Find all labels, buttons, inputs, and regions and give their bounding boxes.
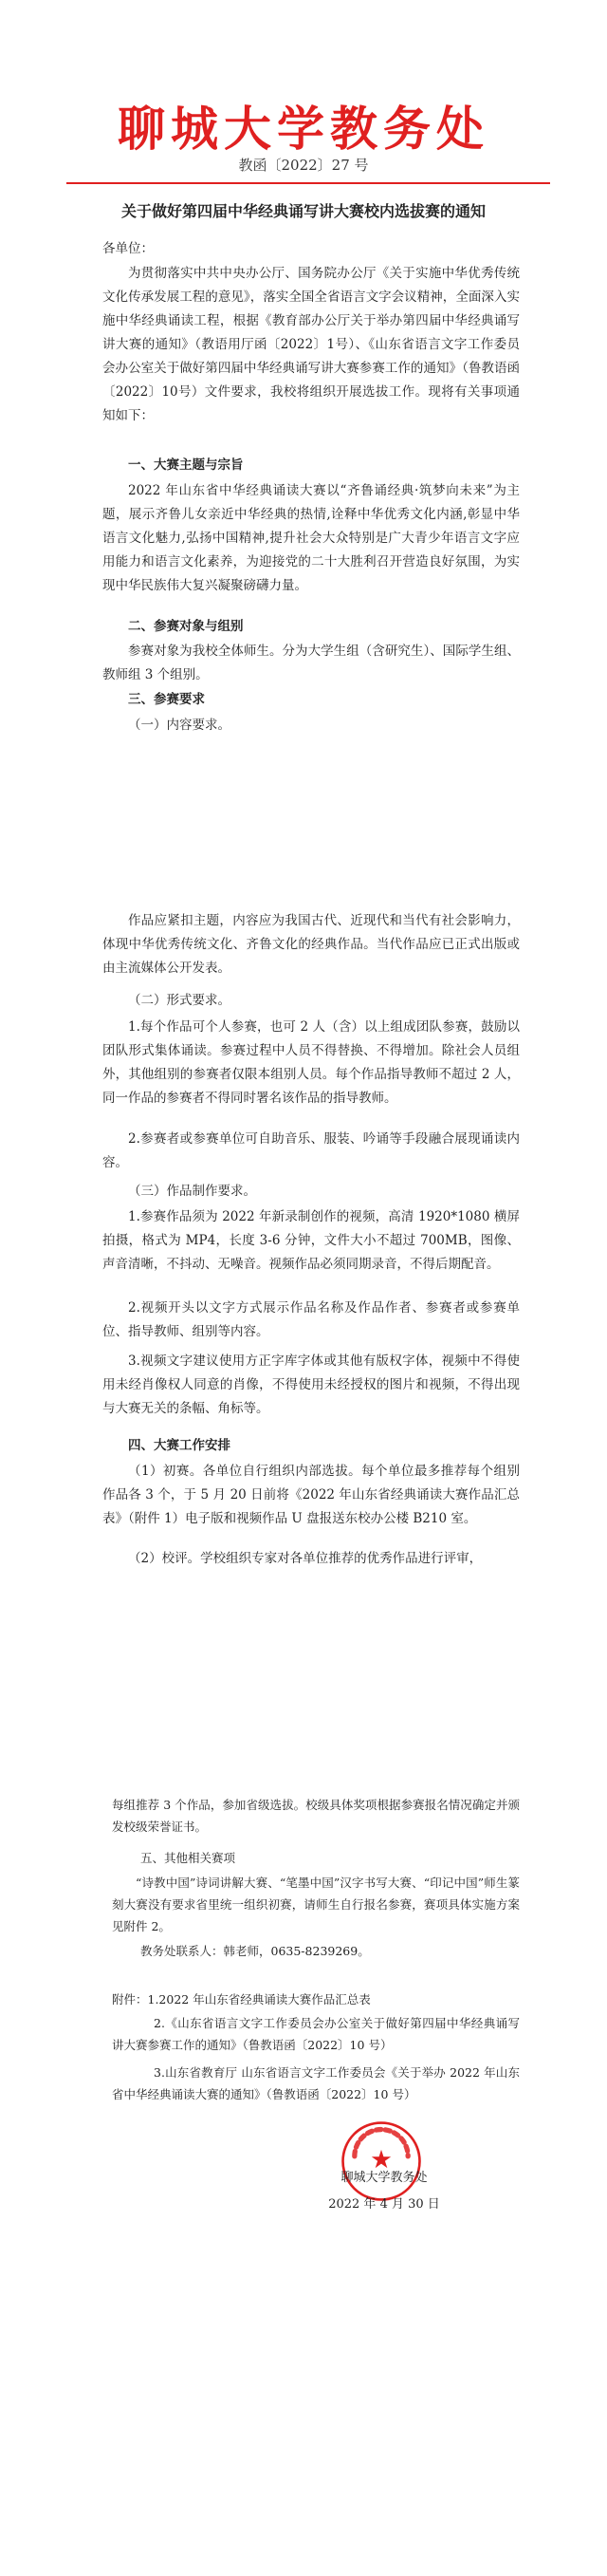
section-1-text: 2022 年山东省中华经典诵读大赛以“齐鲁诵经典·筑梦向未来”为主题，展示齐鲁儿女亲近中华经典的热情,诠释中华优秀文化内涵,彰显中华语言文化魅力,弘扬中国精神,提升社会大众特别是广大青少年语言文字应用能力和语言文化素养，为迎接党的二十大胜利召开营造良好氛围，为实现中华民族伟大复兴凝聚磅礴力量。	[102, 483, 520, 593]
section-3-sub-3-item-1: 1.参赛作品须为 2022 年新录制创作的视频，高清 1920*1080 横屏拍摄，格式为 MP4，长度 3-6 分钟，文件大小不超过 700MB，图像、声音清晰，不抖动、无噪音。视频作品必须同期录音，不得后期配音。	[102, 1209, 520, 1272]
section-3-sub-1: （一）内容要求。	[128, 718, 230, 733]
section-3-sub-3-item-2: 2.视频开头以文字方式展示作品名称及作品作者、参赛者或参赛单位、指导教师、组别等内容。	[102, 1300, 520, 1339]
section-2-heading: 二、参赛对象与组别	[128, 619, 244, 634]
section-3-sub-2-item-1: 1.每个作品可个人参赛，也可 2 人（含）以上组成团队参赛，鼓励以团队形式集体诵读。参赛过程中人员不得替换、不得增加。除社会人员组外，其他组别的参赛者仅限本组别人员。每个作品指导教师不超过 2 人，同一作品的参赛者不得同时署名该作品的指导教师。	[102, 1019, 520, 1106]
section-3-sub-2-item-2: 2.参赛者或参赛单位可自助音乐、服装、吟诵等手段融合展现诵读内容。	[102, 1131, 520, 1170]
section-4-continued: 每组推荐 3 个作品，参加省级选拔。校级具体奖项根据参赛报名情况确定并颁发校级荣誉证书。	[112, 1798, 520, 1834]
attachment-2: 2.《山东省语言文字工作委员会办公室关于做好第四届中华经典诵写讲大赛参赛工作的通知》（鲁教语函〔2022〕10 号）	[112, 2016, 520, 2052]
contact-line: 教务处联系人：韩老师，0635-8239269。	[140, 1944, 370, 1958]
section-4-heading: 四、大赛工作安排	[128, 1438, 230, 1453]
section-5-text: “诗教中国”诗词讲解大赛、“笔墨中国”汉字书写大赛、“印记中国”师生篆刻大赛没有要求省里统一组织初赛，请师生自行报名参赛，赛项具体实施方案见附件 2。	[112, 1876, 520, 1933]
attachment-1: 附件：1.2022 年山东省经典诵读大赛作品汇总表	[112, 1992, 371, 2007]
section-3-sub-3: （三）作品制作要求。	[128, 1184, 256, 1199]
section-4-item-1: （1）初赛。各单位自行组织内部选拔。每个单位最多推荐每个组别作品各 3 个，于 5 月 20 日前将《2022 年山东省经典诵读大赛作品汇总表》（附件 1）电子版和视频作品 U 盘报送东校办公楼 B210 室。	[102, 1464, 520, 1526]
section-3-sub-2: （二）形式要求。	[128, 993, 230, 1008]
section-1-heading: 一、大赛主题与宗旨	[128, 457, 244, 473]
section-3-sub-3-item-3: 3.视频文字建议使用方正字库字体或其他有版权字体，视频中不得使用未经肖像权人同意的肖像，不得使用未经授权的图片和视频，不得出现与大赛无关的条幅、角标等。	[102, 1353, 520, 1416]
notice-title: 关于做好第四届中华经典诵写讲大赛校内选拔赛的通知	[120, 202, 486, 220]
section-3-heading: 三、参赛要求	[128, 692, 205, 707]
section-2-text: 参赛对象为我校全体师生。分为大学生组（含研究生）、国际学生组、教师组 3 个组别。	[102, 644, 520, 682]
official-seal	[340, 2119, 423, 2203]
issuer-org: 聊城大学教务处	[340, 2171, 428, 2185]
intro-paragraph: 为贯彻落实中共中央办公厅、国务院办公厅《关于实施中华优秀传统文化传承发展工程的意见》，落实全国全省语言文字会议精神，全面深入实施中华经典诵读工程，根据《教育部办公厅关于举办第四届中华经典诵写讲大赛的通知》（教语用厅函〔2022〕1号）、《山东省语言文字工作委员会办公室关于做好第四届中华经典诵写讲大赛参赛工作的通知》（鲁教语函〔2022〕10号）文件要求，我校将组织开展选拔工作。现将有关事项通知如下：	[102, 266, 520, 423]
seal-star: ★	[370, 2145, 393, 2175]
attachment-3: 3.山东省教育厅 山东省语言文字工作委员会《关于举办 2022 年山东省中华经典诵读大赛的通知》（鲁教语函〔2022〕10 号）	[112, 2065, 520, 2101]
salutation: 各单位：	[102, 241, 154, 256]
issue-date: 2022 年 4 月 30 日	[328, 2197, 440, 2212]
document-number: 教函〔2022〕27 号	[238, 157, 369, 174]
section-3-sub-1-text: 作品应紧扣主题，内容应为我国古代、近现代和当代有社会影响力，体现中华优秀传统文化、齐鲁文化的经典作品。当代作品应已正式出版或由主流媒体公开发表。	[102, 913, 520, 976]
section-4-item-2: （2）校评。学校组织专家对各单位推荐的优秀作品进行评审，	[128, 1551, 483, 1566]
red-divider-line	[66, 182, 550, 184]
section-5-heading: 五、其他相关赛项	[140, 1851, 236, 1865]
masthead: 聊城大学教务处	[118, 102, 489, 157]
